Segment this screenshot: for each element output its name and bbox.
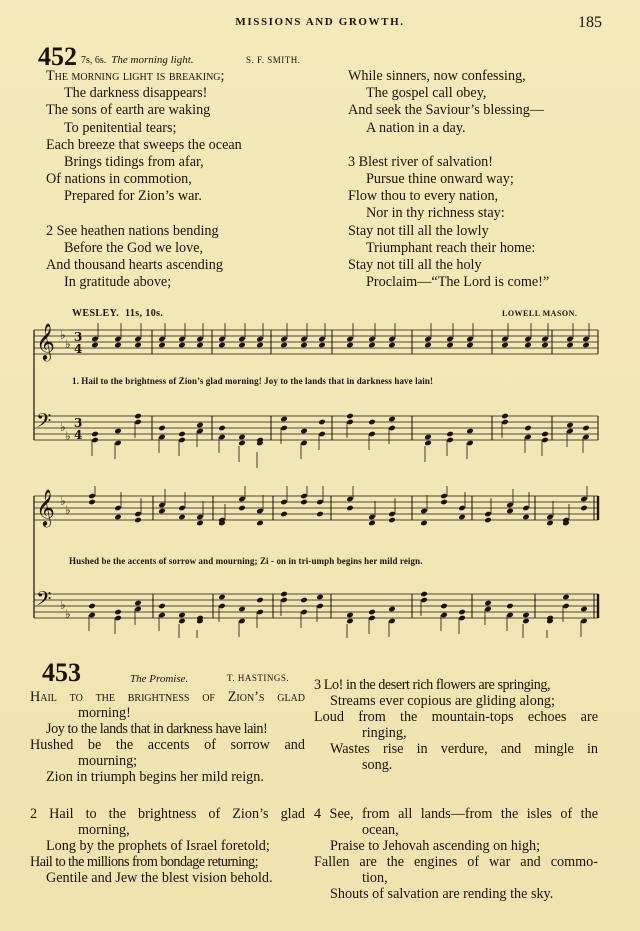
verse-line: Hushed be the accents of sorrow and <box>30 737 305 754</box>
notehead <box>178 431 186 438</box>
verse-line: To penitential tears; <box>64 119 177 136</box>
notehead <box>506 508 514 515</box>
notehead <box>582 342 590 349</box>
notehead <box>582 425 590 432</box>
notehead <box>178 342 186 349</box>
stanza-gap <box>46 206 242 223</box>
notehead <box>196 342 204 349</box>
notehead <box>388 342 396 349</box>
notehead <box>238 342 246 349</box>
notehead <box>466 428 474 435</box>
notehead <box>158 342 166 349</box>
stanza-gap <box>348 137 549 154</box>
verse-line: 3 Blest river of salvation! <box>348 153 493 170</box>
verse-line: While sinners, now confessing, <box>348 68 526 84</box>
notehead <box>524 342 532 349</box>
verse-line: Zion in triumph begins her mild reign. <box>46 769 264 786</box>
notehead <box>524 425 532 432</box>
hymn-452-author: S. F. SMITH. <box>246 55 301 65</box>
meter-text: 7s, 6s. <box>81 55 107 66</box>
hymn-453-left-column <box>30 689 305 886</box>
notehead <box>446 342 454 349</box>
notehead <box>388 416 396 423</box>
notehead <box>424 434 432 441</box>
verse-line: Before the God we love, <box>64 239 204 256</box>
notehead <box>580 505 588 512</box>
notehead <box>300 428 308 435</box>
notehead <box>196 422 204 429</box>
notehead <box>368 609 376 616</box>
notehead <box>238 434 246 441</box>
notehead <box>440 603 448 610</box>
verse-line: ocean, <box>362 821 399 838</box>
notehead <box>280 511 288 518</box>
notehead <box>458 514 466 521</box>
notehead <box>91 431 99 438</box>
flat-icon: ♭ <box>65 337 71 351</box>
notehead <box>256 597 264 604</box>
notehead <box>158 603 166 610</box>
notehead <box>388 606 396 613</box>
notehead <box>501 413 509 420</box>
notehead <box>466 342 474 349</box>
notehead <box>522 618 530 625</box>
notehead <box>424 342 432 349</box>
verse-line: A nation in a day. <box>366 119 466 136</box>
notehead <box>316 511 324 518</box>
notehead <box>368 419 376 426</box>
notehead <box>114 342 122 349</box>
notehead <box>446 431 454 438</box>
notehead <box>134 413 142 420</box>
hymn-452-title: The morning light. <box>111 54 194 66</box>
flat-icon: ♭ <box>60 420 66 434</box>
time-signature-bottom: 4 <box>74 428 83 442</box>
verse-line: Flow thou to every nation, <box>348 188 499 205</box>
flat-icon: ♭ <box>65 429 71 443</box>
verse-line: 2 Hail to the brightness of Zion’s glad <box>30 805 305 822</box>
notehead <box>238 440 246 447</box>
treble-clef-icon: 𝄞 <box>36 488 55 526</box>
verse-line: Stay not till all the holy <box>348 257 482 274</box>
notehead <box>88 499 96 506</box>
notehead <box>218 342 226 349</box>
verse-line: Stay not till all the lowly <box>348 222 489 239</box>
time-signature-top: 3 <box>74 330 83 344</box>
notehead <box>114 514 122 521</box>
notehead <box>134 517 142 524</box>
notehead <box>522 514 530 521</box>
notehead <box>388 517 396 524</box>
notehead <box>346 342 354 349</box>
line-text: Hail to the brightness of Zion’s glad <box>30 689 305 705</box>
time-signature-bottom: 4 <box>74 342 83 356</box>
stanza-gap <box>30 786 305 806</box>
notehead <box>546 520 554 527</box>
verse-line: Gentile and Jew the blest vision behold. <box>46 869 273 886</box>
notehead <box>424 440 432 447</box>
hymn-452-left-column <box>46 68 242 291</box>
notehead <box>114 428 122 435</box>
verse-line: Fallen are the engines of war and commo- <box>314 853 598 870</box>
flat-icon: ♭ <box>65 503 71 517</box>
verse-line: The sons of earth are waking <box>46 102 211 119</box>
flat-icon: ♭ <box>65 607 71 621</box>
verse-line: 2 See heathen nations bending <box>46 222 219 239</box>
notehead <box>280 342 288 349</box>
treble-clef-icon: 𝄞 <box>36 322 55 360</box>
notehead <box>566 422 574 429</box>
notehead <box>318 419 326 426</box>
notehead <box>501 342 509 349</box>
notehead <box>134 600 142 607</box>
notehead <box>280 591 288 598</box>
bass-clef-icon: 𝄢 <box>36 409 52 437</box>
notehead <box>218 594 226 601</box>
verse-line: 3 Lo! in the desert rich flowers are springing, <box>314 677 551 693</box>
verse-line: Hail to the millions from bondage returning; <box>30 853 258 870</box>
verse-line: 4 See, from all lands—from the isles of the <box>314 805 598 822</box>
verse-line: Pursue thine onward way; <box>366 171 514 188</box>
notehead <box>562 594 570 601</box>
verse-line: And seek the Saviour’s blessing— <box>348 102 544 119</box>
hymn-452-right-column <box>348 68 549 291</box>
notehead <box>91 342 99 349</box>
verse-line: Wastes rise in verdure, and mingle in <box>330 741 598 758</box>
verse-line: morning! <box>78 705 131 722</box>
verse-line: Proclaim—“The Lord is come!” <box>366 274 550 291</box>
music-system-1 <box>0 318 640 470</box>
verse-line: Loud from the mountain-tops echoes are <box>314 709 598 726</box>
verse-line <box>46 68 242 85</box>
hymn-453-title <box>130 673 188 685</box>
verse-line: Praise to Jehovah ascending on high; <box>330 837 541 854</box>
notehead <box>280 416 288 423</box>
verse-line: Nor in thy richness stay: <box>366 205 505 222</box>
notehead <box>346 612 354 619</box>
notehead <box>158 508 166 515</box>
verse-line: song. <box>362 757 393 774</box>
notehead <box>300 342 308 349</box>
tune-composer: LOWELL MASON. <box>502 309 578 318</box>
stanza-gap <box>314 774 598 806</box>
verse-line <box>30 689 305 705</box>
page-number: 185 <box>578 14 602 31</box>
notehead <box>178 612 186 619</box>
notehead <box>506 603 514 610</box>
notehead <box>346 505 354 512</box>
lyric-line-1: 1. Hail to the brightness of Zion’s glad morning! Joy to the lands that in darkness have lain! <box>72 376 434 386</box>
verse-line: Long by the prophets of Israel foretold; <box>46 837 270 854</box>
notehead <box>440 499 448 506</box>
flat-icon: ♭ <box>60 328 66 342</box>
verse-line: Streams ever copious are gliding along; <box>330 693 555 710</box>
notehead <box>368 520 376 527</box>
time-signature-top: 3 <box>74 416 83 430</box>
hymn-452-number: 452 <box>38 42 77 71</box>
verse-line: Prepared for Zion’s war. <box>64 188 202 205</box>
notehead <box>256 342 264 349</box>
notehead <box>458 609 466 616</box>
notehead <box>134 342 142 349</box>
notehead <box>256 520 264 527</box>
notehead <box>178 618 186 625</box>
notehead <box>484 517 492 524</box>
verse-line: In gratitude above; <box>64 274 172 291</box>
verse-line: Joy to the lands that in darkness have lain! <box>46 721 268 738</box>
lyric-line-2: Hushed be the accents of sorrow and mourning; Zi - on in tri-umph begins her mild reign. <box>69 556 423 566</box>
notehead <box>346 413 354 420</box>
verse-line: Each breeze that sweeps the ocean <box>46 136 242 153</box>
running-head: MISSIONS AND GROWTH. <box>235 16 405 28</box>
flat-icon: ♭ <box>60 494 66 508</box>
notehead <box>300 499 308 506</box>
notehead <box>420 591 428 598</box>
notehead <box>580 606 588 613</box>
verse-line: ringing, <box>362 725 407 742</box>
notehead <box>178 514 186 521</box>
flat-icon: ♭ <box>60 598 66 612</box>
bass-clef-icon: 𝄢 <box>36 587 52 615</box>
verse-line: The gospel call obey, <box>366 85 487 102</box>
verse-line: And thousand hearts ascending <box>46 257 223 274</box>
hymn-453-number: 453 <box>42 658 81 687</box>
verse-line: tion, <box>362 869 388 886</box>
notehead <box>316 594 324 601</box>
notehead <box>238 606 246 613</box>
notehead <box>484 600 492 607</box>
notehead <box>300 597 308 604</box>
notehead <box>420 520 428 527</box>
hymn-453-author: T. HASTINGS. <box>227 673 290 683</box>
tune-name: WESLEY. <box>72 308 120 319</box>
verse-line: The darkness disappears! <box>64 85 208 102</box>
title-text: The Promise. <box>130 673 189 685</box>
hymn-452-meter <box>81 54 194 66</box>
notehead <box>566 342 574 349</box>
verse-line: Of nations in commotion, <box>46 171 192 188</box>
notehead <box>368 342 376 349</box>
verse-line: morning, <box>78 821 130 838</box>
notehead <box>522 612 530 619</box>
notehead <box>541 431 549 438</box>
tune-meter: 11s, 10s. <box>125 308 164 319</box>
notehead <box>238 505 246 512</box>
verse-line: Triumphant reach their home: <box>366 239 536 256</box>
hymn-453-right-column <box>314 677 598 902</box>
notehead <box>196 520 204 527</box>
notehead <box>88 603 96 610</box>
verse-line: Brings tidings from afar, <box>64 154 204 171</box>
notehead <box>541 342 549 349</box>
line-text: The morning light is breaking; <box>46 68 225 84</box>
verse-line: mourning; <box>78 753 138 770</box>
notehead <box>158 425 166 432</box>
notehead <box>346 618 354 625</box>
notehead <box>318 342 326 349</box>
verse-line: Shouts of salvation are rending the sky. <box>330 886 554 903</box>
notehead <box>218 425 226 432</box>
notehead <box>114 609 122 616</box>
